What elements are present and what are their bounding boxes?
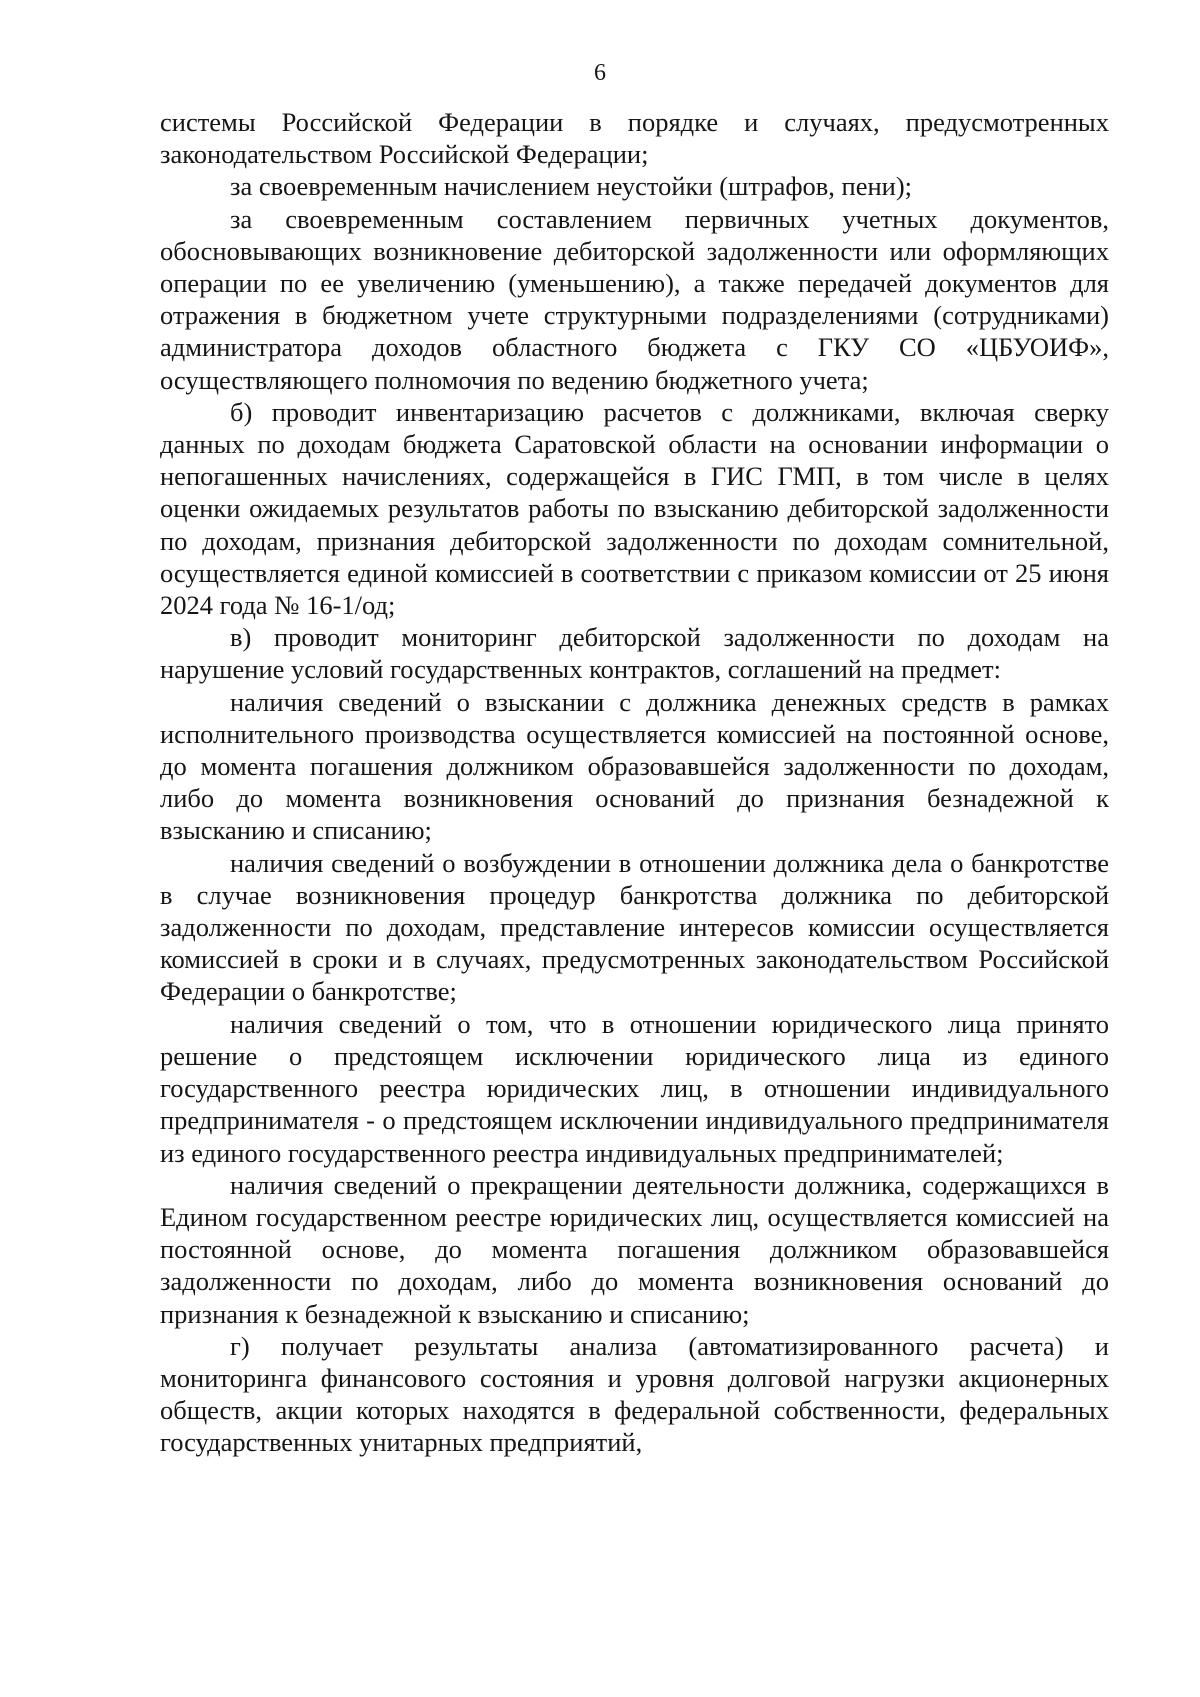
paragraph-enforcement-proceedings: наличия сведений о взыскании с должника денежных средств в рамках исполнительного производства осуществляется комиссией на постоянной основе, до момента погашения должником образовавшейся задолженности по доходам, либо до момента возникновения оснований до признания безнадежной к взысканию и списанию;: [160, 686, 1109, 846]
paragraph-penalty-accrual: за своевременным начислением неустойки (штрафов, пени);: [230, 171, 913, 202]
paragraph-continuation: системы Российской Федерации в порядке и случаях, предусмотренных законодательством Российской Федерации;: [160, 107, 1109, 170]
document-body: [160, 106, 1109, 1459]
paragraph-primary-documents: за своевременным составлением первичных учетных документов, обосновывающих возникновение дебиторской задолженности или оформляющих операции по ее увеличению (уменьшению), а также передачей документов для отражения в бюджетном учете структурными подразделениями (сотрудниками) администратора доходов областного бюджета с ГКУ СО «ЦБУОИФ», осуществляющего полномочия по ведению бюджетного учета;: [160, 203, 1109, 395]
paragraph-bankruptcy: наличия сведений о возбуждении в отношении должника дела о банкротстве в случае возникновения процедур банкротства должника по дебиторской задолженности по доходам, представление интересов комиссии осуществляется комиссией в сроки и в случаях, предусмотренных законодательством Российской Федерации о банкротстве;: [160, 847, 1109, 1007]
paragraph-item-v: в) проводит мониторинг дебиторской задолженности по доходам на нарушение условий государственных контрактов, соглашений на предмет:: [160, 622, 1109, 685]
paragraph-registry-exclusion: наличия сведений о том, что в отношении юридического лица принято решение о предстоящем исключении юридического лица из единого государственного реестра юридических лиц, в отношении индивидуального предпринимателя - о предстоящем исключении индивидуального предпринимателя из единого государственного реестра индивидуальных предпринимателей;: [160, 1008, 1109, 1168]
paragraph-activity-termination: наличия сведений о прекращении деятельности должника, содержащихся в Едином государственном реестре юридических лиц, осуществляется комиссией на постоянной основе, до момента погашения должником образовавшейся задолженности по доходам, либо до момента возникновения оснований до признания к безнадежной к взысканию и списанию;: [160, 1169, 1109, 1329]
paragraph-item-b: б) проводит инвентаризацию расчетов с должниками, включая сверку данных по доходам бюджета Саратовской области на основании информации о непогашенных начислениях, содержащейся в ГИС ГМП, в том числе в целях оценки ожидаемых результатов работы по взысканию дебиторской задолженности по доходам, признания дебиторской задолженности по доходам сомнительной, осуществляется единой комиссией в соответствии с приказом комиссии от 25 июня 2024 года № 16-1/од;: [160, 396, 1109, 621]
paragraph-item-g: г) получает результаты анализа (автоматизированного расчета) и мониторинга финансового состояния и уровня долговой нагрузки акционерных обществ, акции которых находятся в федеральной собственности, федеральных государственных унитарных предприятий,: [160, 1330, 1109, 1458]
page-number: 6: [594, 60, 606, 86]
